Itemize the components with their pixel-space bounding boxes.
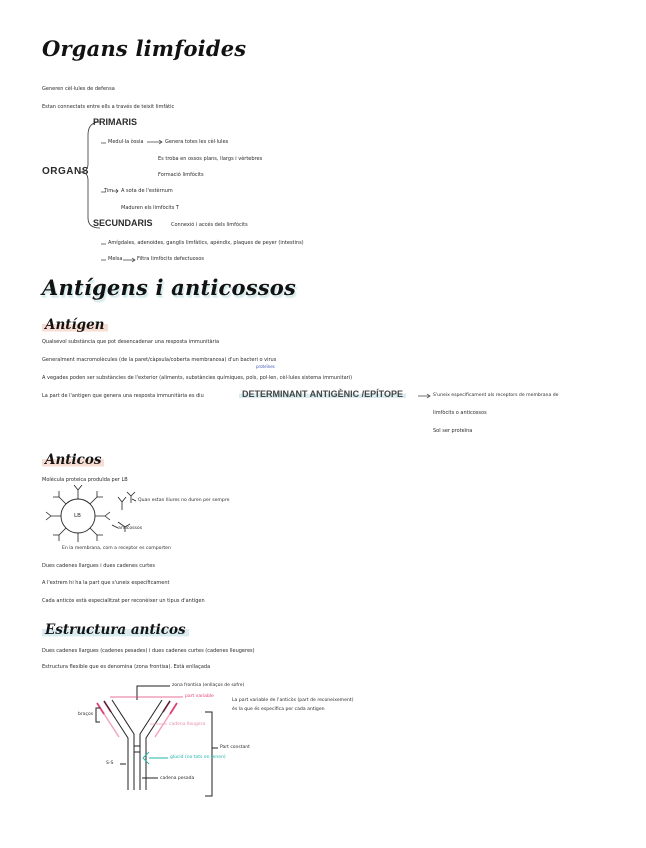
text-line: Estan connectats entre ells a través de teixit limfàtic — [42, 104, 175, 110]
label-bracos: braços — [78, 712, 94, 717]
moll-note: Genera totes les cèl·lules — [165, 139, 229, 145]
secundaris-note: Connexió i accés dels limfòcits — [171, 222, 248, 228]
organs-label: ORGANS — [42, 166, 89, 177]
moll-note: Es troba en ossos plans, llargs i vèrtebres — [158, 156, 263, 162]
diagram-caption: En la membrana, com a receptor es comporten — [62, 546, 171, 551]
diagram-label: Quan estan lliures no duren per sempre — [138, 498, 230, 503]
heading-anticos: Anticos — [42, 452, 104, 468]
label-part-constant: Part constant — [220, 745, 250, 750]
timus-label: Tim — [104, 188, 114, 194]
text-line: Estructura flexible que es denomina (zona frontisa). Està enllaçada — [42, 664, 211, 670]
moll-note: Formació limfòcits — [158, 172, 204, 178]
lb-cell-label: LB — [74, 513, 81, 519]
secundaris-item-note: Filtra limfòcits defectuosos — [137, 256, 205, 262]
moll-label: Medul·la òssia — [108, 139, 144, 145]
primaris-label: PRIMARIS — [93, 117, 138, 127]
determinant-note: S'uneix específicament als receptors de membrana de — [433, 393, 559, 398]
timus-note: A sota de l'estèrnum — [121, 188, 173, 194]
label-cadena-lleugera: cadena lleugera — [169, 722, 206, 727]
label-cadena-pesada: cadena pesada — [160, 776, 195, 781]
diagram-label: anticossos — [118, 526, 143, 531]
text-line: Cada anticòs està especialitzat per reconèixer un tipus d'antigen — [42, 598, 205, 604]
text-line: Dues cadenes llargues (cadenes pesades) i dues cadenes curtes (cadenes lleugeres) — [42, 648, 255, 654]
text-line: Molècula proteica produïda per LB — [42, 477, 128, 483]
label-glucid: glúcid (no tots en tenen) — [170, 755, 226, 760]
label-variable-desc: La part variable de l'anticòs (part de reconeixement) — [232, 698, 354, 703]
label-part-variable: part variable — [185, 694, 214, 699]
secundaris-item: Amígdales, adenoides, ganglis limfàtics, apèndix, plaques de peyer (intestins) — [108, 240, 304, 246]
page-title-organs-limfoides: Organs limfoides — [42, 36, 247, 61]
secundaris-label: SECUNDARIS — [93, 218, 153, 228]
determinant-note: limfòcits o anticossos — [433, 410, 487, 416]
label-ss: S-S — [106, 761, 114, 766]
text-line: Generalment macromolècules (de la paret/càpsula/coberta membranosa) d'un bacteri o virus — [42, 357, 277, 363]
timus-note: Maduren els limfòcits T — [121, 205, 179, 211]
determinant-antigenic-label: DETERMINANT ANTIGÈNIC /EPÍTOPE — [239, 389, 406, 399]
text-line: La part de l'antigen que genera una resposta immunitària es diu — [42, 393, 204, 399]
annotation-proteines: proteïnes — [256, 364, 275, 369]
section-title-antigens-anticossos: Antígens i anticossos — [42, 275, 296, 300]
text-line: A vegades poden ser substàncies de l'exterior (aliments, substàncies químiques, pols, pol·len, cèl·lules sistema immunitari) — [42, 375, 353, 381]
label-zona-frontisa: zona frontisa (enllaços de sofre) — [172, 683, 245, 688]
determinant-note: Sol ser proteïna — [433, 428, 473, 434]
text-line: Dues cadenes llargues i dues cadenes curtes — [42, 563, 155, 569]
heading-estructura-anticos: Estructura anticos — [42, 622, 189, 638]
text-line: Qualsevol substància que pot desencadenar una resposta immunitària — [42, 339, 220, 345]
text-line: A l'extrem hi ha la part que s'uneix específicament — [42, 580, 170, 586]
text-line: Generen cèl·lules de defensa — [42, 86, 115, 92]
secundaris-item: Melsa — [108, 256, 123, 262]
label-variable-desc: és la que és específica per cada antigen — [232, 707, 325, 712]
heading-antigen: Antígen — [42, 317, 108, 333]
